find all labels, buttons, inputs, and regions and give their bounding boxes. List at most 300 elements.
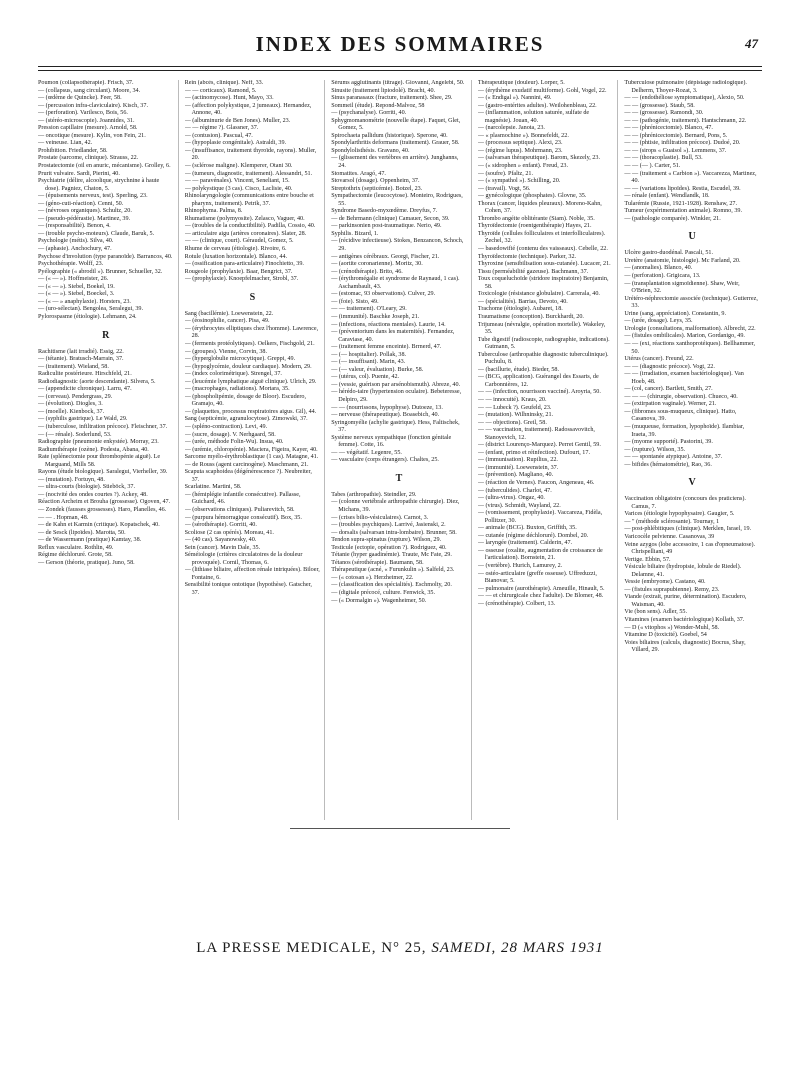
index-entry: — — (thoracoplastie). Bull, 53. bbox=[624, 155, 703, 162]
index-entry: — polykystique (3 cas). Cisco, Laclisie, 40. bbox=[184, 185, 293, 192]
index-entry: — (muqueuse, formation, lypophoïde). Ilambiar, Iraeta, 39. bbox=[624, 423, 745, 438]
index-entry: Rate (splénectomie pour thrombopénie aiguë). Le Marguand, Mills 58. bbox=[38, 454, 161, 468]
index-entry: Tendon supra-spinatus (rupture). Wilson, 29. bbox=[331, 537, 442, 544]
index-entry: — (spécialités). Barrias, Devoto, 40. bbox=[477, 298, 568, 305]
index-entry: — post-phlébitiques (clinique). Merklen, Israel, 19. bbox=[624, 526, 752, 533]
index-entry: — (récidive infectieuse). Stokes, Benzancon, Schoch, 29. bbox=[331, 238, 464, 253]
index-entry: — (index colorimétrique). Strengel, 37. bbox=[184, 371, 282, 378]
index-entry: Tabes (arthropathie). Steindler, 29. bbox=[331, 491, 417, 498]
index-entry: Stovarsol (dosage). Oppenheim, 37. bbox=[331, 178, 420, 185]
index-entry: — (inflammation, solution saturée, sulfate de magnésie). Jouan, 40. bbox=[477, 110, 590, 124]
index-entry: — (enfant, primo et réinfection). Dufourt, 17. bbox=[477, 449, 590, 456]
index-entry: — (soufre). Pfaltz, 21. bbox=[477, 170, 534, 177]
index-entry: Rein (abcès, clinique). Neff, 33. bbox=[184, 80, 264, 86]
index-entry: Reflux vasculaire. Rothlin, 49. bbox=[38, 544, 114, 551]
index-column bbox=[185, 80, 326, 820]
index-entry: Urine (sang, appréciation). Constantin, 9. bbox=[624, 310, 727, 317]
index-entry: Radiculite postérieure. Hirschfeld, 21. bbox=[38, 371, 132, 378]
index-entry: — (fibromes sous-muqueux, clinique). Hatto, Casanova, 39. bbox=[624, 408, 737, 423]
index-entry: — (urée, dosage). Leys, 35. bbox=[624, 318, 693, 325]
index-entry: Traumatisme (conception). Burckhardt, 20. bbox=[477, 313, 584, 320]
index-entry: — (réaction de Vernes). Faucon, Angeneau, 46. bbox=[477, 479, 595, 486]
index-entry: — — objections). Greil, 58. bbox=[477, 419, 547, 426]
index-entry: — oncotique (mesure). Kylin, von Fein, 21. bbox=[38, 132, 146, 139]
index-entry: — — (grossesse). Ramondi, 30. bbox=[624, 110, 704, 117]
index-entry: Rotule (luxation horizontale). Blanco, 44. bbox=[184, 253, 288, 260]
index-entry: Rayons (étude biologique). Saralegui, Vierheller, 39. bbox=[38, 469, 168, 476]
index-entry: — Gerson (théorie, pratique). Juno, 58. bbox=[38, 559, 135, 566]
index-entry: — — Lubeck ?). Geufeld, 23. bbox=[477, 404, 552, 411]
index-entry: — " (méthode sclérosante). Tournay, 1 bbox=[624, 518, 720, 525]
index-entry: Sérums agglutinants (titrage). Giovanni, Angelebi, 50. bbox=[331, 80, 465, 86]
index-entry: — — régime ?). Glassner, 37. bbox=[184, 125, 259, 132]
index-entry: — (travail). Vogt, 56. bbox=[477, 185, 531, 192]
index-entry: — (« — »). Hoffmeister, 26. bbox=[38, 276, 109, 283]
index-entry: Varices (étiologie hypophysaire). Gaugier, 5. bbox=[624, 511, 735, 518]
header-rule bbox=[38, 66, 762, 67]
index-entry: — (groupes). Vienne, Corvin, 38. bbox=[184, 348, 267, 355]
index-entry: — hérédo-taire (hypertension oculaire). Bebeteresse, Delpiro, 29. bbox=[331, 389, 462, 403]
index-entry: — (phospholipémie, dosage de Bloor). Escudero, Gramajo, 40. bbox=[184, 393, 307, 408]
index-entry: — (épuisements nerveux, test). Sperling, 23. bbox=[38, 193, 148, 200]
index-entry: — (mutation). Wilhninsky, 21. bbox=[477, 412, 554, 419]
index-entry: — (évolution). Diogles, 3. bbox=[38, 401, 103, 408]
index-entry: — bifides (hématométrie), Rao, 36. bbox=[624, 461, 712, 468]
index-entry: Urologie (consultations, malformation). Albrecht, 22. bbox=[624, 325, 756, 332]
index-entry: Thyroïdectomie (roentgenthérapie) Hayes, 21. bbox=[477, 223, 592, 230]
index-entry: Pylorospasme (étiologie). Lehmann, 24. bbox=[38, 313, 137, 320]
index-entry: — « plasmochine »). Bonnefeldt, 22. bbox=[477, 132, 569, 139]
index-entry: Spirochaeta pallidum (historique). Sperone, 40. bbox=[331, 132, 448, 139]
index-entry: — (digitale précocé, culture. Fenwick, 35. bbox=[331, 590, 436, 596]
index-entry: Psychose d'involution (type paranoïde). Barrancos, 40. bbox=[38, 253, 173, 260]
index-entry: — (sucre, dosage). V. Nerhgaard, 58. bbox=[184, 431, 276, 438]
index-entry: Sympathectomie (leucocytose). Monteiro, Rodrigues, 55. bbox=[331, 193, 463, 207]
index-entry: — (40 cas). Sayanowsky, 40. bbox=[184, 537, 257, 544]
index-entry: — (traitement femme enceinte). Brrnerd, 47. bbox=[331, 344, 442, 351]
index-entry: — (col, cancer). Bartlett, Smith, 27. bbox=[624, 386, 713, 393]
page-title: INDEX DES SOMMAIRES bbox=[255, 32, 545, 56]
index-entry: Radiographie (pneumonie enkystée). Morray, 23. bbox=[38, 439, 159, 446]
index-entry: — (glissement des vertèbres en arrière). Junghanns, 24. bbox=[331, 155, 459, 170]
index-entry: — (rupture). Wilson, 35. bbox=[624, 446, 686, 453]
index-entry: — de Kahn et Karmin (critique). Kopatschek, 40. bbox=[38, 522, 160, 529]
page-header bbox=[38, 26, 762, 66]
index-entry: — (spléno-contraction). Levi, 49. bbox=[184, 423, 268, 430]
index-entry: Rhume de cerveau (étiologie). Rivoire, 6. bbox=[184, 246, 287, 253]
index-entry: — (immunisation). Rupilius, 22. bbox=[477, 457, 558, 464]
index-entry: Spondylolisthésis. Gravano, 40. bbox=[331, 147, 410, 154]
index-entry: Prurit vulvaire. Sardi, Pierini, 40. bbox=[38, 170, 120, 177]
index-entry: — (colonne vertébrale arthropathie chirurgie). Diez, Michans, 39. bbox=[331, 499, 460, 513]
index-entry: — (— hospitalier). Pollak, 38. bbox=[331, 351, 407, 358]
index-entry: — (ferments protéolytiques). Oelkers, Fischgold, 21. bbox=[184, 340, 315, 347]
index-entry: — (érythème exudatif multiforme). Gohl, Vogel, 22. bbox=[477, 87, 607, 94]
index-entry: — (urémie, chloropénie). Maciera, Figeira, Kayer, 40. bbox=[184, 446, 318, 453]
index-entry: — (« Dormalgin »). Wagenheimer, 50. bbox=[331, 597, 427, 604]
index-entry: Veine azygos (lobe accessoire, 1 cas d'opneumatose). Chrispelliani, 49 bbox=[624, 541, 756, 556]
index-entry: — Zondek (fausses grossesses). Haro, Planelles, 46. bbox=[38, 506, 167, 513]
index-entry: Sphygmomanométrie (nouvelle étape). Faquet, Glet, Gomez, 5. bbox=[331, 117, 461, 132]
index-entry: — (foie). Sisto, 49. bbox=[331, 298, 379, 305]
index-entry: — (tumeurs, diagnostic, traitement). Alessandri, 51. bbox=[184, 170, 313, 177]
index-entry: Syphilis. Bizard, 1. bbox=[331, 230, 379, 237]
index-entry: — antigènes cérébraux. Georgi, Fischer, 21. bbox=[331, 253, 440, 260]
index-entry: — — (infection, nourrisson vacciné). Aroyria, 50. bbox=[477, 389, 601, 396]
index-entry: — (plaquettes, processus respiratoires aigus. Gil), 44. bbox=[184, 408, 317, 415]
issue-date: 28 MARS 1931 bbox=[500, 940, 604, 956]
index-entry: — — (pathogénie, traitement). Hantschmann, 22. bbox=[624, 117, 747, 124]
index-entry: Tube digestif (radioscopie, radiographie, indications). Gutmann, 5. bbox=[477, 336, 610, 351]
index-entry: — — (grossesse). Staub, 58. bbox=[624, 102, 695, 109]
index-entry: — (— insuffisant). Marin, 43. bbox=[331, 359, 406, 366]
index-entry: — (prévention). Magliano, 40. bbox=[477, 472, 554, 479]
index-entry: — (— rénale). Soderlund, 53. bbox=[38, 431, 112, 438]
index-entry: Trachome (étiologie). Aubaret, 18. bbox=[477, 306, 563, 313]
index-entry: — — . Hopman, 48. bbox=[38, 514, 89, 521]
index-entry: Sarcome myélo-érythroblastique (1 cas). Matagne, 41. bbox=[184, 454, 319, 461]
index-entry: — de Wassermann (pratique) Kamtay, 38. bbox=[38, 537, 142, 544]
index-entry: Trijumeau (névralgie, opération mortelle). Wakeley, 35. bbox=[477, 321, 606, 336]
page-number: 47 bbox=[745, 36, 758, 51]
index-entry: — (affection polykystique, 2 jumeaux). Hernandez, Annone, 40. bbox=[184, 102, 312, 117]
index-entry: — (cerveau). Pendergrass, 29. bbox=[38, 393, 113, 400]
index-entry: — (fistules suprapubienne). Remy, 23. bbox=[624, 586, 720, 593]
index-entry: Utérus (cancer). Freund, 22. bbox=[624, 356, 694, 363]
journal-name: LA PRESSE MEDICALE, bbox=[196, 940, 377, 956]
index-entry: — — (clinique, court). Géraudel, Gomez, 5. bbox=[184, 238, 294, 245]
index-entry: Scarlatine. Martini, 58. bbox=[184, 484, 242, 491]
index-entry: Syndrome Basedo-myxœdème. Dreyfus, 7. bbox=[331, 208, 438, 215]
index-entry: Rhinolaryngologie (communications entre bouche et pharynx, traitement). Petrik, 37. bbox=[184, 193, 314, 207]
index-entry: — (vertèbre). Hurich, Lamurey, 2. bbox=[477, 563, 563, 569]
index-entry: — — (diagnostic précoce). Vogt, 22. bbox=[624, 363, 715, 370]
index-column bbox=[624, 80, 764, 820]
index-entry: — (extirpation vaginale). Werner, 21. bbox=[624, 401, 717, 408]
index-entry: — (fistules ombilicales). Marion, Gordanigo, 49. bbox=[624, 333, 745, 340]
index-entry: — animale (BCG). Buxton, Griffith, 35. bbox=[477, 525, 577, 532]
index-entry: — (immunité). Baschke Joseph, 21. bbox=[331, 313, 420, 320]
index-entry: — (perforation). Varilesco, Bois, 56. bbox=[38, 110, 128, 117]
index-entry: Vésicule biliaire (hydropisie, lobule de Riedel). Delamne, 41. bbox=[624, 564, 742, 578]
index-entry: — dorsalis (salvarsan intra-lombaire). Brunner, 58. bbox=[331, 529, 457, 536]
index-entry: — (mutation). Fortuyn, 48. bbox=[38, 476, 105, 483]
index-entry: Rougeole (prophylaxie). Baar, Bengrict, 37. bbox=[184, 268, 293, 275]
index-entry: — (hypoglycémie, douleur cardiaque). Modern, 29. bbox=[184, 363, 312, 370]
section-letter: U bbox=[688, 231, 696, 243]
index-entry: Sang (septicémie, agranulocytose). Zimowski, 37. bbox=[184, 416, 308, 423]
index-entry: — nerveuse (thérapeutique). Boasebich, 40. bbox=[331, 412, 440, 419]
index-entry: — (salvarsan thérapeutique). Barom, Skezely, 23. bbox=[477, 155, 600, 162]
index-entry: — (névroses organiques). Schultz, 20. bbox=[38, 208, 132, 215]
index-entry: Vessie (embryome). Castano, 40. bbox=[624, 579, 706, 586]
index-entry: — articulaire aigu (artères coronaires). Slater, 28. bbox=[184, 230, 307, 237]
index-entry: Rhinophyma. Palma, 8. bbox=[184, 208, 243, 215]
index-entry: — — (traitement « Carbion »). Vaccarezza, Martinez, 40. bbox=[624, 170, 757, 185]
index-entry: Streptothrix (septicémie). Botzel, 23. bbox=[331, 185, 423, 192]
index-entry: Rachitisme (lait irradié). Essig, 22. bbox=[38, 348, 124, 355]
index-entry: — (pseudo-pédérastie). Martinez, 39. bbox=[38, 215, 131, 222]
index-entry: Radiodiagnostic (aorte descendante). Silvera, 5. bbox=[38, 378, 156, 385]
index-entry: Thrombo angéite oblitérante (Siam). Noble, 35. bbox=[477, 215, 595, 222]
index-entry: Prostatectomie (oil en anuric, mécanisme). Grolley, 6. bbox=[38, 163, 171, 170]
index-entry: Vitamine D (toxicité). Goebel, 54 bbox=[624, 632, 707, 639]
index-entry: — (— valeur, évaluation). Burke, 58. bbox=[331, 366, 424, 373]
index-entry: — (macrophages, radiations). Mortara, 35. bbox=[184, 386, 290, 393]
index-entry: — (aphasie). Anchochury, 47. bbox=[38, 246, 112, 253]
index-entry: — (appendicite chronique). Larru, 47. bbox=[38, 386, 132, 393]
index-entry: — (tétanie). Bratusch-Marrain, 37. bbox=[38, 356, 124, 363]
index-entry: — (tuberculides). Charlot, 47. bbox=[477, 487, 552, 494]
index-entry: — (stéréo-microscopie). Joannides, 31. bbox=[38, 117, 135, 124]
index-entry: — (crénothérapie). Brito, 46. bbox=[331, 268, 403, 275]
index-entry: — (vessie, guérison par arsénobismuth). Abreze, 40. bbox=[331, 381, 461, 388]
index-entry: — (syphilis gastrique). Le Wald, 29. bbox=[38, 416, 128, 423]
index-entry: — de Sesck (lipoïdes). Marotta, 50. bbox=[38, 529, 126, 536]
index-entry: Psychologie (métis). Silva, 40. bbox=[38, 238, 114, 245]
index-entry: — — (irradiation, examen bactériologique). Van Hoeb, 48. bbox=[624, 371, 744, 385]
index-entry: — — (phrénicectomie). Blanco, 47. bbox=[624, 125, 713, 132]
index-entry: Régime déchloruré. Grote, 58. bbox=[38, 552, 113, 559]
index-entry: — (troubles psychiques). Larrivé, Jasienski, 2. bbox=[331, 522, 446, 529]
index-entry: — (vomissement, prophylaxie). Vaccareza, Fidèla, Pollitzer, 30. bbox=[477, 510, 603, 524]
index-entry: — — (nourrissons, hypophyse). Dutoeze, 13. bbox=[331, 404, 443, 411]
index-entry: — — (phtisie, infiltration précoce). Dudoé, 20. bbox=[624, 140, 741, 147]
index-entry: Thyroïde (cellules folliculaires et interfolliculaires). Zechel, 32. bbox=[477, 230, 606, 245]
index-entry: Tuberculose pulmonaire (dépistage radiologique). Delherm, Thoyer-Rozat, 3. bbox=[624, 80, 747, 94]
index-entry: — (perforation). Grigicara, 13. bbox=[624, 273, 701, 280]
index-entry: — (insuffisance, traitement thyroïde, rayons). Muller, 20. bbox=[184, 147, 317, 162]
index-entry: — (hyperglobulie microcytique). Greppi, 49. bbox=[184, 356, 296, 363]
index-entry: — — innocuité). Kraus, 20. bbox=[477, 396, 547, 403]
index-entry: — (« sympathol »). Schilling, 20. bbox=[477, 178, 561, 185]
index-entry: Système nerveux sympathique (fonction génitale femme). Cotte, 16. bbox=[331, 434, 452, 449]
index-entry: Vertige. Ebbin, 57. bbox=[624, 556, 671, 563]
index-entry: — — (phrénicectomie). Bernard, Pons, 5. bbox=[624, 132, 728, 139]
index-entry: — (purpura hémorragique consécutif). Box, 35. bbox=[184, 514, 302, 521]
index-entry: Tuberculose (arthropathie diagnostic tuberculinique). Puchulu, 8. bbox=[477, 351, 609, 366]
index-entry: — (classification des spécialités). Eschmolty, 20. bbox=[331, 582, 452, 589]
index-entry: — — et chirurgicale chez l'adulte). De Blomer, 48. bbox=[477, 593, 604, 600]
index-entry: — gynécologique (phosphates). Glovne, 35. bbox=[477, 193, 587, 200]
index-entry: — osseuse (oxalite, augmentation de croissance de l'articulation). Bornstein, 21. bbox=[477, 547, 603, 562]
index-entry: — — végétatif. Legenre, 55. bbox=[331, 449, 402, 456]
index-entry: — (traitement). Wieland, 58. bbox=[38, 363, 109, 370]
index-entry: — (urée, méthode Folin-Wu). Insua, 40. bbox=[184, 439, 284, 446]
index-entry: Toxicologie (résistance globulaire). Carrerala, 40. bbox=[477, 291, 600, 298]
index-entry: Pression capillaire (mesure). Arnold, 58. bbox=[38, 125, 138, 132]
index-entry: — (« — » anaphylaxie). Horsters, 23. bbox=[38, 298, 131, 305]
index-entry: — (sérothérapie). Gorriti, 40. bbox=[184, 522, 257, 529]
index-column bbox=[478, 80, 619, 820]
index-entry: — (bacillurie, étude). Bieder, 58. bbox=[477, 366, 560, 373]
section-letter: T bbox=[395, 472, 403, 484]
index-entry: Spondylarthritis deformans (traitement). Grauer, 58. bbox=[331, 140, 460, 147]
index-entry: — (troubles de la conductibilité). Padilla, Cossio, 40. bbox=[184, 223, 316, 230]
index-entry: Tétanie (hyper gaadinémie). Traute, Mc Fate, 29. bbox=[331, 552, 452, 559]
index-entry: — (anomalies). Blanco, 40. bbox=[624, 265, 693, 272]
index-entry: — — (sirops « Guaisol »). Lemmens, 37. bbox=[624, 147, 727, 154]
index-entry: — (processus septique). Alexi, 23. bbox=[477, 140, 563, 147]
index-entry: — — — (chirurgie, observation). Chueco, 40. bbox=[624, 393, 738, 400]
index-entry: Sein (cancer). Mavin Dale, 35. bbox=[184, 544, 261, 551]
index-entry: Voies biliaires (calculs, diagnostic) Bocrus, Shay, Villard, 29. bbox=[624, 639, 746, 654]
index-entry: — (nocivité des ondes courtes ?). Ackey, 48. bbox=[38, 491, 148, 498]
index-entry: Stomatites. Aragó, 47. bbox=[331, 170, 386, 177]
index-entry: — (BCG, application). Guérangel des Essarts, de Carbonnières, 12. bbox=[477, 374, 599, 388]
index-entry: Thyroïdectomie (technique). Parker, 32. bbox=[477, 253, 577, 260]
index-entry: Tularémie (Russie, 1921-1928). Renshaw, 27. bbox=[624, 200, 737, 207]
index-entry: — (érythrocytes elliptiques chez l'homme). Lawrence, 28. bbox=[184, 325, 319, 340]
index-entry: — (géno-cuti-réaction). Cenni, 50. bbox=[38, 200, 124, 207]
index-entry: — (régime lupus). Mohrmann, 23. bbox=[477, 147, 563, 154]
index-entry: — laryngée (traitement). Calderin, 47. bbox=[477, 540, 573, 547]
index-entry: Ulcère gastro-duodénal. Pascali, 51. bbox=[624, 250, 714, 257]
index-column bbox=[331, 80, 472, 820]
header-rule-thin bbox=[38, 70, 762, 71]
index-entry: — (virus). Schmidt, Wayland, 22. bbox=[477, 502, 561, 509]
index-entry: Thérapeutique (douleur). Lorper, 5. bbox=[477, 80, 565, 86]
index-entry: Thyroxine (sensibilisation sous-cutanée). Lucacer, 21. bbox=[477, 261, 611, 268]
index-entry: — (psychanalyse). Gorriti, 40. bbox=[331, 110, 407, 117]
index-entry: Vitamines (examen bactériologique) Kollath, 37. bbox=[624, 617, 745, 623]
index-entry: — (lithiase biliaire, affection rénale intriquées). Biloer, Fontaine, 6. bbox=[184, 567, 320, 581]
issue-number: N° 25, bbox=[381, 940, 427, 956]
index-entry: — (« — »). Siebel, Boekel, 19. bbox=[38, 283, 115, 290]
index-entry: — de Rouss (agent carcinogène). Maschmann, 21. bbox=[184, 461, 309, 468]
index-entry: Uretère (anatomie, histologie). Mc Farland, 20. bbox=[624, 257, 741, 264]
index-entry: Sang (bacillémie). Loewenstein, 22. bbox=[184, 310, 274, 317]
index-entry: — (utérus, col). Puente, 42. bbox=[331, 374, 400, 381]
index-entry: — veineuse. Lian, 42. bbox=[38, 140, 93, 147]
index-entry: — (collapsus, sang circulant). Moore, 34. bbox=[38, 87, 141, 94]
index-entry: Sinusite (traitement lipiodolé). Bracht, 40. bbox=[331, 87, 436, 94]
index-entry: Psychiatrie (délire, alcoolique, strychnine à haute dose). Pagniez, Chaton, 5. bbox=[38, 178, 160, 192]
index-entry: Syringomyélie (achylie gastrique). Hess, Faltischek, 37. bbox=[331, 419, 460, 434]
index-entry: — D (« vitophos ») Wonder-Muhl, 58. bbox=[624, 624, 720, 631]
index-entry: — — (variations lipoïdes). Restia, Escudel, 39. bbox=[624, 185, 741, 192]
index-entry: — (myome supporté). Pastorini, 39. bbox=[624, 439, 713, 446]
index-entry: — (contusion). Pascual, 47. bbox=[184, 132, 253, 139]
index-entry: — — (exi, réactions xanthoprotéiques). Bellhammer, 50. bbox=[624, 340, 756, 355]
index-entry: — — vaccination, traitement). Radossavovitch, Stanoyevich, 12. bbox=[477, 427, 595, 441]
section-letter: V bbox=[688, 477, 696, 489]
index-entry: — (hypoplasie congénitale). Astraldi, 39. bbox=[184, 140, 287, 147]
index-entry: — (actinomycose). Hunt, Mayo, 33. bbox=[184, 95, 274, 102]
index-entry: Thérapeutique (acné, « Furunkulin »). Salfeld, 23. bbox=[331, 567, 455, 574]
index-entry: — (hémiplégie infantile consécutive). Pallasse, Guichard, 46. bbox=[184, 491, 301, 506]
index-entry: Prostate (sarcome, clinique). Strauss, 22. bbox=[38, 155, 139, 162]
index-entry: — — corticaux). Ramond, 5. bbox=[184, 87, 257, 94]
index-entry: Radiumthérapie (ozène). Podesta, Abana, 40. bbox=[38, 446, 149, 453]
index-entry: — (pathologie comparée). Winkler, 21. bbox=[624, 215, 721, 222]
index-entry: Poumon (collapsothérapie). Frisch, 37. bbox=[38, 80, 134, 86]
index-entry: Séméiologie (critères circulatoires de la douleur provoquée). Cornil, Thomas, 6. bbox=[184, 552, 303, 566]
section-letter: S bbox=[249, 291, 256, 303]
index-entry: Varicocèle pelvienne. Casanovas, 39 bbox=[624, 533, 715, 540]
index-entry: Thorax (cancer, liquides pleuraux). Moreno-Kahn, Cohen, 37. bbox=[477, 200, 602, 215]
index-entry: — (tuberculose, infiltration précoce). Fleischner, 37. bbox=[38, 423, 168, 430]
index-entry: — (« — »). Siebel, Boeckel, 3. bbox=[38, 291, 115, 298]
index-entry: — (éosinophilie, cancer). Pisa, 49. bbox=[184, 318, 270, 325]
index-entry: Scaputa scaphoidea (dégénérescence ?). Neubreiter, 37. bbox=[184, 469, 312, 483]
index-entry: — (ossification para-articulaire) Finochietto, 39. bbox=[184, 261, 304, 268]
index-entry: Psychothérapie. Wolff, 23. bbox=[38, 261, 104, 268]
index-entry: — — traitement). O'Leary, 29. bbox=[331, 306, 407, 313]
index-entry: — (gastro-entérites adultes). Weilohenbleau, 22. bbox=[477, 102, 597, 109]
index-entry: Sensibilité tonique ontotique (hypothèse). Gatscher, 37. bbox=[184, 582, 312, 596]
index-entry: — (prophylaxie). Knoepfelmacher, Strobl, 37. bbox=[184, 276, 299, 283]
index-entry: — rénale (enfant). Wendlandk, 18. bbox=[624, 193, 710, 200]
index-entry: — (responsabilité). Benon, 4. bbox=[38, 223, 111, 230]
index-entry: — (trouble psycho-moteurs). Claude, Baruk, 5. bbox=[38, 230, 155, 237]
index-entry: — vasculaire (corps étrangers). Chaltes, 25. bbox=[331, 457, 439, 464]
index-entry: Sommeil (étude). Repond-Malvoz, 58 bbox=[331, 102, 425, 109]
index-entry: — (infections, réactions mentales). Laurie, 14. bbox=[331, 321, 446, 328]
index-entry: — ostéo-articulaire (greffe osseuse). Uffreduzzi, Bianovar, 5. bbox=[477, 570, 597, 585]
index-entry: — (transplantation sigmoïdienne). Shaw, Weir, O'Brien, 32. bbox=[624, 280, 740, 295]
index-entry: — (uro-sélectan). Bengolea, Seralegui, 39. bbox=[38, 306, 144, 313]
index-entry: — de Behrmann (clinique) Camauer, Secon, 39. bbox=[331, 215, 450, 222]
index-entry: — (œdème de Quincke). Feer, 58. bbox=[38, 95, 122, 102]
issue-day: SAMEDI, bbox=[431, 940, 497, 956]
index-entry: Réaction Archeim et Brouha (grossesse). Ogoven, 47. bbox=[38, 499, 171, 506]
page-footer bbox=[0, 940, 800, 957]
index-entry: Toux coqueluchoïde (stridore inspiratoire) Benjamin, 58. bbox=[477, 276, 609, 290]
index-columns bbox=[38, 80, 764, 820]
index-entry: — (sclérose maligne). Klemperer, Otani 30. bbox=[184, 163, 293, 170]
index-entry: Pyélographie (« abrodil »). Brunner, Schueller, 32. bbox=[38, 268, 163, 275]
index-entry: — parkinsonien post-traumatique. Nerio, 49. bbox=[331, 223, 442, 230]
index-entry: — (ultra-virus). Ongaz, 40. bbox=[477, 495, 545, 502]
index-entry: Sinus paranasaux (fracture, traitement). Shee, 29. bbox=[331, 95, 453, 102]
index-entry: Urétéro-néphrectomie associée (technique). Gutierrez, 33. bbox=[624, 295, 758, 310]
index-entry: Tumeur (expérimentation animale). Romno, 39. bbox=[624, 208, 742, 215]
index-entry: Vie (bon sens). Adler, 55. bbox=[624, 609, 688, 616]
index-entry: Prohibition. Friedlander, 58. bbox=[38, 147, 108, 154]
index-entry: — (préventorium dans les maternités). Fernandez, Caraviase, 40. bbox=[331, 329, 455, 343]
index-entry: Rhumatisme (polymyosite). Zelasco, Vaguer, 40. bbox=[184, 215, 305, 222]
index-entry: — — (— ). Carter, 51. bbox=[624, 163, 681, 170]
index-entry: — (narcolepsie. Janota, 23. bbox=[477, 125, 545, 132]
index-entry: — (leucémie lymphatique aiguë clinique). Ulrich, 29. bbox=[184, 378, 317, 385]
index-entry: — (observations cliniques). Puliarevitch, 58. bbox=[184, 506, 295, 513]
index-entry: — (albuminurie de Ben Jones). Muller, 23. bbox=[184, 117, 291, 124]
index-entry: — (« cotosan »). Herzheimer, 22. bbox=[331, 574, 414, 581]
index-entry: — (crises bilio-vésiculaires). Carnot, 3. bbox=[331, 514, 429, 521]
index-entry: — (district Lourenço-Marquez). Perret Gentil, 59. bbox=[477, 442, 601, 449]
index-entry: Testicule (ectopie, opération ?). Rodriguez, 40. bbox=[331, 544, 447, 551]
index-entry: — — spontanée atypique). Antoine, 37. bbox=[624, 454, 723, 461]
index-entry: — pulmonaire (aurothérapie). Ameuille, Hinault, 5. bbox=[477, 585, 605, 592]
index-entry: — basedowifié (contenu des vaisseaux). Cebelle, 22. bbox=[477, 246, 608, 253]
index-entry: Vaccination obligatoire (concours des praticiens). Camus, 7. bbox=[624, 496, 746, 510]
index-entry: — (« sidrophen » enfant). Freud, 23. bbox=[477, 163, 568, 170]
index-column bbox=[38, 80, 179, 820]
index-entry: — cutanée (régime déchloruré). Dombel, 20. bbox=[477, 532, 589, 539]
index-entry: — ultra-courts (biologie). Stieböck, 37. bbox=[38, 484, 136, 491]
index-entry: — (immunité). Loewenstein, 37. bbox=[477, 464, 559, 471]
index-entry: — — paravénales). Vincent, Seneliant, 15. bbox=[184, 178, 290, 185]
index-entry: — — (endothéliose symptomatique), Alexio, 50. bbox=[624, 95, 745, 102]
index-entry: Tissu (perméabilité gazeuse). Bachmann, 37. bbox=[477, 268, 589, 275]
footer-divider bbox=[290, 828, 510, 829]
index-entry: Scoliose (2 cas opérés). Moreau, 41. bbox=[184, 529, 274, 536]
index-entry: — (estomac, 93 observations). Culver, 29. bbox=[331, 291, 436, 298]
section-letter: R bbox=[102, 329, 110, 341]
index-entry: Tétanos (sérothérapie). Baumann, 58. bbox=[331, 559, 424, 566]
index-entry: — (érythromégalie et syndrome de Raynaud, 1 cas). Aschambault, 43. bbox=[331, 276, 460, 290]
